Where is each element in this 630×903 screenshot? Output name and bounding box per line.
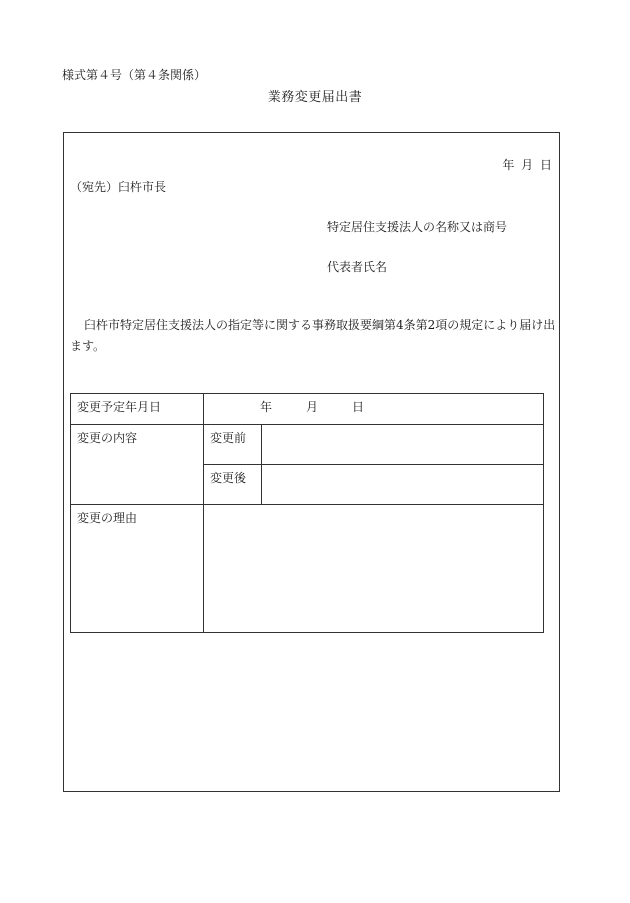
notification-body: 臼杵市特定居住支援法人の指定等に関する事務取扱要綱第4条第2項の規定により届け出ます。: [70, 318, 556, 353]
change-reason-field[interactable]: [204, 505, 544, 633]
day-label: 日: [352, 400, 365, 414]
table-row: [71, 425, 544, 465]
document-title: 業務変更届出書: [267, 90, 363, 105]
before-label: 変更前: [204, 425, 262, 465]
change-date-field[interactable]: [204, 394, 544, 425]
submission-date[interactable]: 年 月 日: [502, 158, 552, 172]
form-number: 様式第４号（第４条関係）: [62, 68, 207, 82]
before-field[interactable]: [262, 425, 544, 465]
month-label: 月: [306, 400, 319, 414]
addressee: （宛先）臼杵市長: [70, 180, 167, 194]
representative-name-label: 代表者氏名: [327, 260, 388, 274]
after-field[interactable]: [262, 465, 544, 505]
change-date-label: 変更予定年月日: [71, 394, 204, 425]
year-label: 年: [260, 400, 273, 414]
table-row: [71, 505, 544, 633]
table-row: [71, 394, 544, 425]
change-reason-label: 変更の理由: [71, 505, 204, 633]
after-label: 変更後: [204, 465, 262, 505]
change-content-label: 変更の内容: [71, 425, 204, 505]
corporation-name-label: 特定居住支援法人の名称又は商号: [327, 220, 508, 234]
change-details-table: [70, 393, 544, 633]
